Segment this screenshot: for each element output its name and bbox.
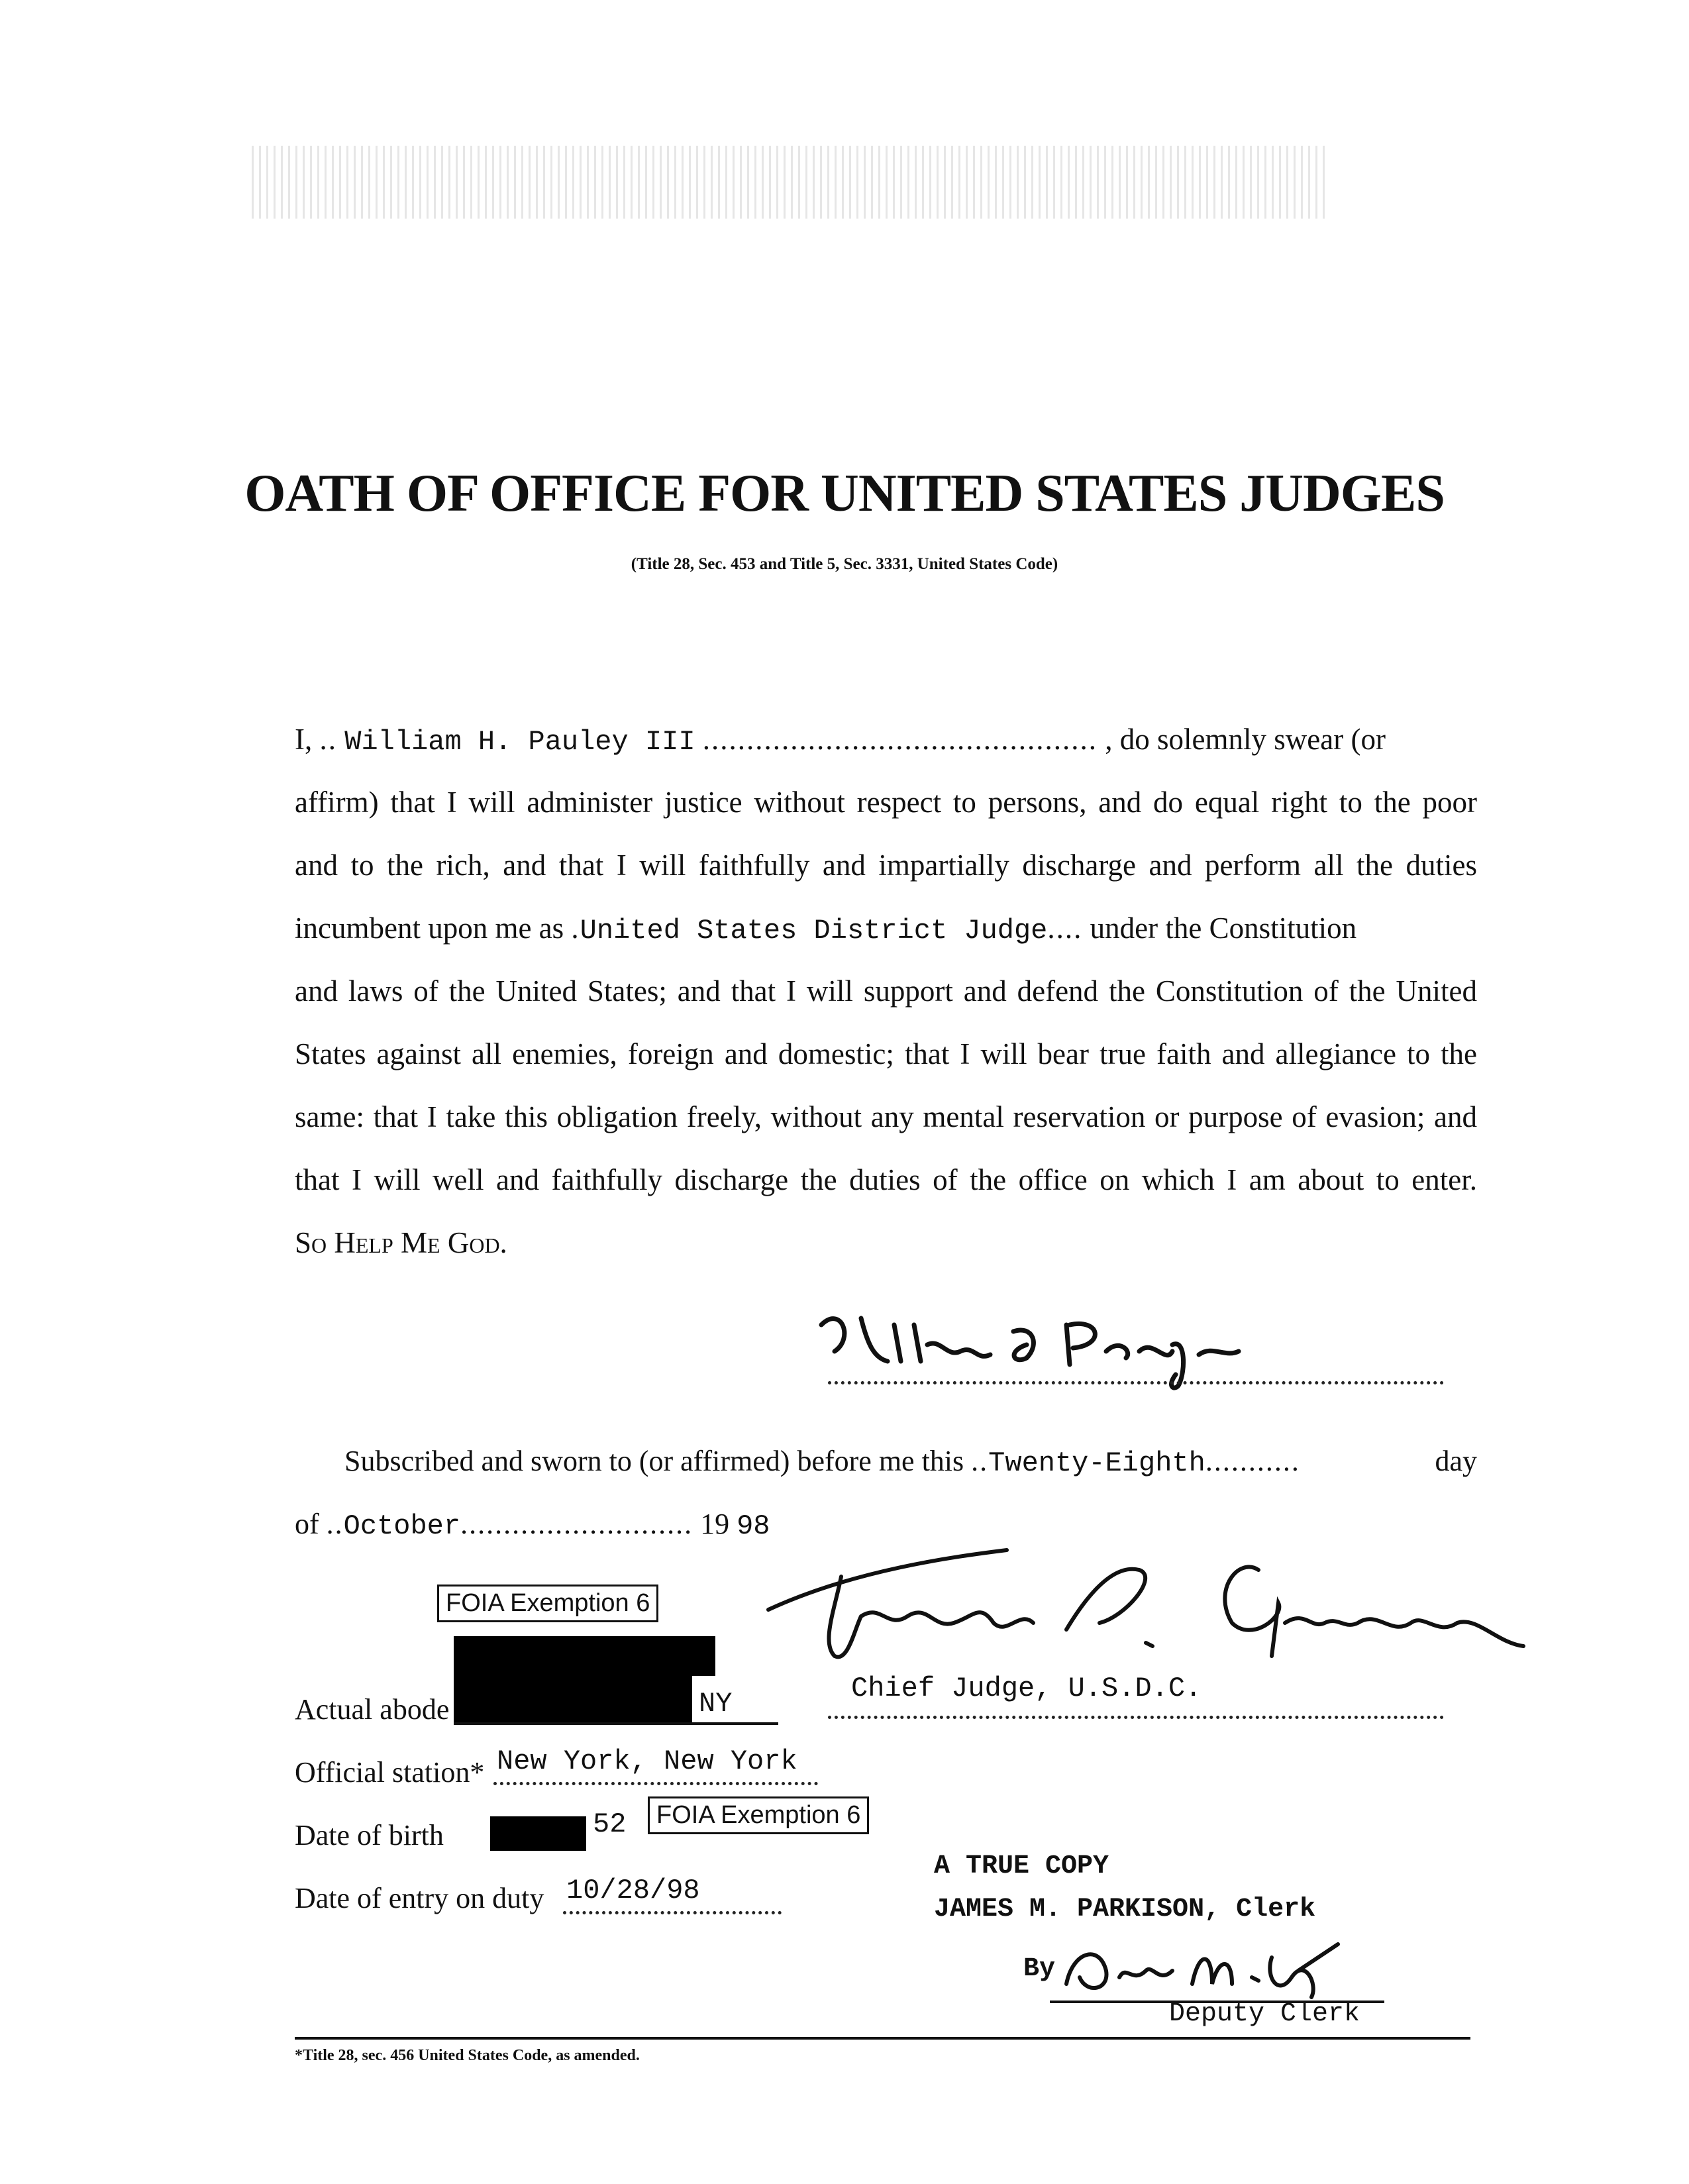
station-field: New York, New York [497,1745,797,1777]
month-line [295,1507,770,1542]
office-field: United States District Judge [580,915,1048,947]
dotted-leader: .. [326,1508,344,1540]
oath-line-7: same: that I take this obligation freely, without any mental reservation or purpose of evasion; and [295,1100,1477,1133]
dotted-leader: ........................... [460,1508,693,1540]
oath-line-3: and to the rich, and that I will faithfully and impartially discharge and perform all the duties [295,849,1477,882]
year-prefix: 19 [700,1508,730,1540]
abode-label: Actual abode [295,1693,450,1726]
subscribed-line [344,1444,1477,1479]
birth-label: Date of birth [295,1819,444,1851]
redaction-block [454,1673,692,1722]
by-label: By [1023,1954,1056,1984]
oath-line-5: and laws of the United States; and that I will support and defend the Constitution of the United [295,974,1477,1008]
oath-line-2: affirm) that I will administer justice without respect to persons, and do equal right to the poor [295,786,1477,819]
dotted-leader: ............................................. [702,723,1098,756]
footnote-rule [295,2037,1470,2040]
day-field: Twenty-Eighth [988,1447,1205,1479]
abode-underline [454,1722,778,1725]
oath-line-4 [295,911,1477,947]
true-copy-stamp: A TRUE COPY [934,1851,1109,1881]
oath-line1-suffix: , do solemnly swear (or [1105,723,1386,756]
entry-dotline [563,1911,782,1914]
dotted-leader: .. [319,723,337,756]
page-subtitle: (Title 28, Sec. 453 and Title 5, Sec. 3331, United States Code) [631,555,1058,573]
redaction-block [490,1816,586,1851]
foia-exemption-label: FOIA Exemption 6 [648,1796,869,1834]
station-label: Official station* [295,1756,485,1789]
affiant-signature-line [828,1381,1444,1384]
judge-signature [755,1530,1537,1683]
oath-name-field: William H. Pauley III [344,726,695,758]
station-dotline [493,1782,818,1785]
clerk-signature [1060,1931,1351,2010]
foia-exemption-label: FOIA Exemption 6 [437,1585,658,1622]
deputy-clerk-title: Deputy Clerk [1169,1999,1360,2029]
month-field: October [343,1510,461,1542]
footnote: *Title 28, sec. 456 United States Code, as amended. [295,2047,640,2064]
oath-line-9: So Help Me God. [295,1226,507,1259]
of-label: of [295,1508,319,1540]
entry-field: 10/28/98 [566,1875,700,1906]
judge-title: Chief Judge, U.S.D.C. [851,1673,1202,1704]
birth-field: 52 [593,1808,627,1840]
page-title: OATH OF OFFICE FOR UNITED STATES JUDGES [244,464,1445,523]
oath-line-1 [295,722,1477,758]
entry-label: Date of entry on duty [295,1882,544,1914]
dotted-leader: . [571,911,580,945]
year-field: 98 [737,1510,770,1542]
clerk-name-stamp: JAMES M. PARKISON, Clerk [934,1895,1316,1924]
oath-line4-suffix: under the Constitution [1090,911,1357,945]
dotted-leader: .... [1047,911,1083,945]
oath-line4-prefix: incumbent upon me as [295,911,564,945]
day-label: day [1435,1445,1477,1477]
oath-line-6: States against all enemies, foreign and domestic; that I will bear true faith and allegiance to the [295,1037,1477,1070]
judge-signature-line [828,1716,1444,1719]
redaction-block [454,1636,715,1676]
oath-prefix: I, [295,723,313,756]
abode-state: NY [699,1688,733,1720]
subscribed-prefix: Subscribed and sworn to (or affirmed) before me this [344,1445,964,1477]
scan-noise [252,146,1325,219]
dotted-leader: ........... [1205,1445,1300,1477]
dotted-leader: .. [971,1445,989,1477]
oath-line-8: that I will well and faithfully discharge the duties of the office on which I am about to enter. [295,1163,1477,1196]
